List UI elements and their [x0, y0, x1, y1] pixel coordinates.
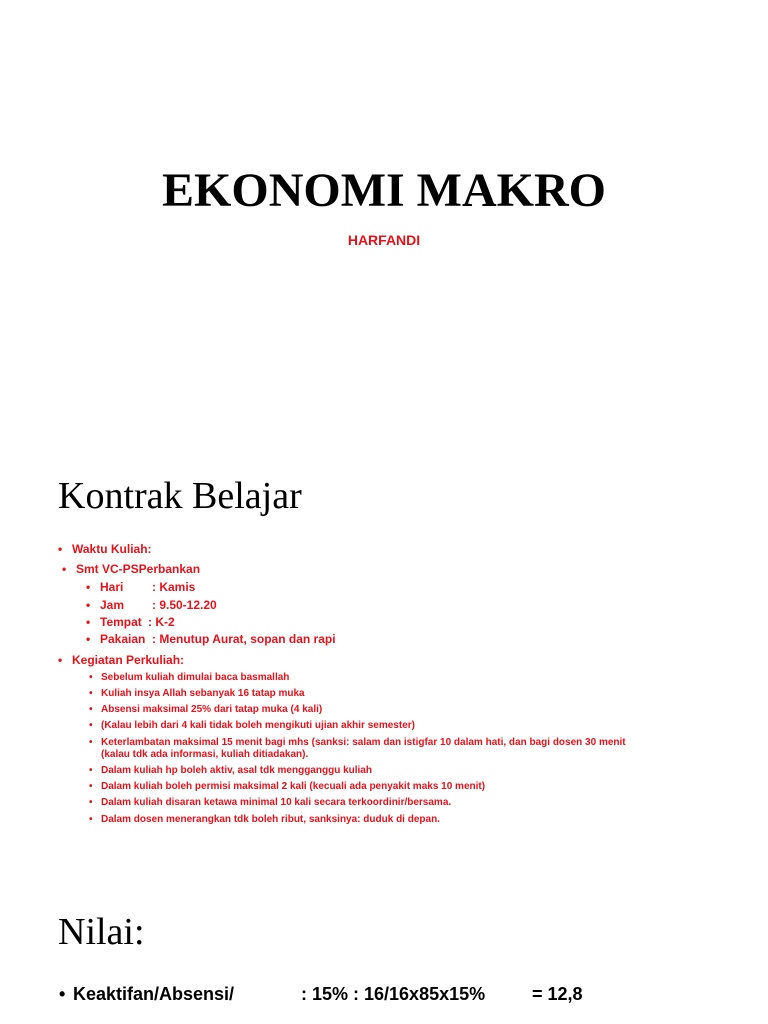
- jadwal-key: Jam: [100, 598, 125, 612]
- bullet-kelas: • Smt VC-PSPerbankan: [76, 562, 200, 576]
- author-name: HARFANDI: [347, 232, 421, 248]
- bullet-kegiatan: • Kegiatan Perkuliah:: [72, 653, 184, 667]
- rule-item: • Kuliah insya Allah sebanyak 16 tatap muka: [101, 688, 305, 699]
- rule-item: • Dalam kuliah disaran ketawa minimal 10 kali secara terkoordinir/bersama.: [101, 797, 451, 808]
- nilai-result: = 12,8: [532, 984, 583, 1004]
- jadwal-key: Tempat: [100, 615, 142, 629]
- kontrak-slide: [0, 432, 768, 864]
- title-slide: [0, 0, 768, 432]
- jadwal-key: Pakaian: [100, 632, 146, 646]
- jadwal-item: [100, 632, 336, 646]
- jadwal-value: : 9.50-12.20: [152, 598, 217, 612]
- bullet-waktu: • Waktu Kuliah:: [72, 542, 152, 556]
- rule-item: • Dalam kuliah hp boleh aktiv, asal tdk mengganggu kuliah: [101, 765, 372, 776]
- rule-item: • Absensi maksimal 25% dari tatap muka (4 kali): [101, 704, 322, 715]
- rule-item: • Dalam dosen menerangkan tdk boleh ribut, sanksinya: duduk di depan.: [101, 814, 440, 825]
- jadwal-item: [100, 598, 217, 612]
- main-title: EKONOMI MAKRO: [162, 164, 606, 217]
- nilai-item: [73, 984, 633, 1008]
- rule-item: • Keterlambatan maksimal 15 menit bagi mhs (sanksi: salam dan istigfar 10 dalam hati, dan bagi dosen 30 menit: [101, 737, 626, 748]
- jadwal-key: Hari: [100, 580, 124, 594]
- jadwal-value: : Menutup Aurat, sopan dan rapi: [152, 632, 336, 646]
- nilai-slide: [0, 864, 768, 1024]
- jadwal-item: [100, 580, 195, 594]
- rule-item-continued: (kalau tdk ada informasi, kuliah ditiadakan).: [101, 749, 309, 760]
- jadwal-value: : Kamis: [152, 580, 196, 594]
- rule-item: • Dalam kuliah boleh permisi maksimal 2 kali (kecuali ada penyakit maks 10 menit): [101, 781, 485, 792]
- slide-heading: Kontrak Belajar: [58, 475, 302, 517]
- rule-item: • Sebelum kuliah dimulai baca basmallah: [101, 672, 289, 683]
- jadwal-value: : K-2: [148, 615, 175, 629]
- nilai-label: • Keaktifan/Absensi/: [73, 984, 235, 1004]
- jadwal-item: [100, 615, 175, 629]
- nilai-weight: : 15% : 16/16x85x15%: [301, 984, 486, 1004]
- slide-heading: Nilai:: [58, 911, 145, 953]
- rule-item: • (Kalau lebih dari 4 kali tidak boleh mengikuti ujian akhir semester): [101, 720, 415, 731]
